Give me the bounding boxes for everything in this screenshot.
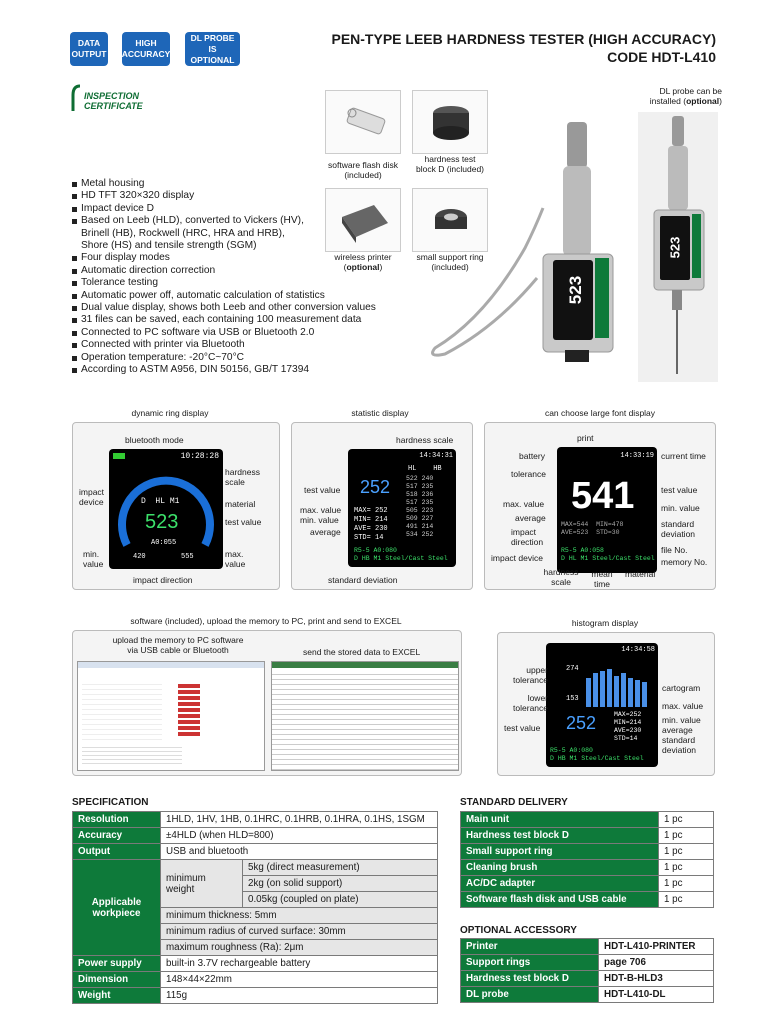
histogram-panel — [497, 632, 715, 776]
label-test-value: test value — [504, 723, 541, 733]
table-row: Hardness test block D HDT-B-HLD3 — [461, 971, 714, 987]
printer-caption: wireless printer (optional) — [334, 252, 392, 272]
label-average: average — [515, 513, 546, 523]
ring-max: 555 — [181, 553, 194, 561]
ring-display-panel — [72, 422, 280, 590]
table-row: Hardness test block D 1 pc — [461, 828, 714, 844]
hist-value: 252 — [566, 713, 597, 733]
panel-title-software: software (included), upload the memory to PC, print and send to EXCEL — [130, 616, 402, 626]
label-battery: battery — [519, 451, 545, 461]
dl-device-image — [638, 112, 718, 382]
stat-screen: 14:34:31 HL HB 252 522 240 517 235 518 236 517 235 505 223 509 227 491 214 534 252 MAX= 252 MIN= 214 AVE= 230 STD= 14 R5-5 A0:080 D HB M1 Steel/Cast Steel — [348, 449, 456, 567]
badge-dl-probe: DL PROBE IS OPTIONAL — [185, 32, 240, 66]
specification-table — [72, 811, 438, 1004]
ring-time: 10:28:28 — [180, 452, 219, 461]
badge-high-accuracy: HIGH ACCURACY — [122, 32, 170, 66]
ring-min: 420 — [133, 553, 146, 561]
table-row: 2kg (on solid support) — [73, 876, 438, 892]
table-row: minimum radius of curved surface: 30mm — [73, 924, 438, 940]
histogram-bar — [586, 678, 591, 707]
hist-bars — [586, 665, 652, 707]
table-row: Output USB and bluetooth — [73, 844, 438, 860]
inspection-certificate-logo — [70, 83, 160, 115]
statistic-display-panel — [291, 422, 473, 590]
stat-value: 252 — [360, 477, 391, 497]
label-file-no: file No. — [661, 545, 688, 555]
label-print: print — [577, 433, 594, 443]
table-row: Weight 115g — [73, 988, 438, 1004]
table-row: Software flash disk and USB cable 1 pc — [461, 892, 714, 908]
label-cartogram: cartogram — [662, 683, 701, 693]
printer-image — [325, 188, 401, 252]
label-standard-deviation: standard deviation — [662, 735, 697, 755]
feature-item: Impact device D — [72, 203, 376, 215]
feature-item-cont: Brinell (HB), Rockwell (HRC, HRA and HRB), — [81, 227, 285, 239]
specification-heading: SPECIFICATION — [72, 797, 149, 808]
upload-label: upload the memory to PC software via USB cable or Bluetooth — [112, 635, 244, 655]
feature-item: Based on Leeb (HLD), converted to Vickers (HV), — [72, 215, 376, 227]
label-impact-direction: impact direction — [511, 527, 544, 547]
delivery-heading: STANDARD DELIVERY — [460, 797, 568, 808]
stat-row: 509 227 — [406, 515, 434, 522]
large-font-panel — [484, 422, 716, 590]
label-max-value: max. value — [503, 499, 545, 509]
ring-value: 523 — [145, 511, 179, 533]
feature-item: Four display modes — [72, 252, 376, 264]
panel-title-ring: dynamic ring display — [131, 408, 209, 418]
bluetooth-mode-label: bluetooth mode — [125, 435, 184, 445]
label-impact-direction: impact direction — [133, 575, 193, 585]
large-screen: 14:33:19 541 MAX=544 MIN=478 AVE=523 STD=30 R5-5 A0:058 D HL M1 Steel/Cast Steel — [557, 447, 657, 573]
feature-item: Dual value display, shows both Leeb and other conversion values — [72, 302, 376, 314]
label-max-value: max. value — [662, 701, 704, 711]
table-row: DL probe HDT-L410-DL — [461, 987, 714, 1003]
panel-title-large: can choose large font display — [544, 408, 656, 418]
table-row: Dimension 148×44×22mm — [73, 972, 438, 988]
label-material: material — [225, 499, 256, 509]
device-reading: 523 — [566, 275, 585, 305]
feature-item: Metal housing — [72, 178, 376, 190]
delivery-table — [460, 811, 714, 908]
label-test-value: test value — [225, 517, 262, 527]
support-ring-caption: small support ring (included) — [416, 252, 484, 272]
large-value: 541 — [571, 475, 635, 517]
label-max-value: max. value — [225, 549, 246, 569]
label-average: average — [310, 527, 341, 537]
histogram-bar — [642, 682, 647, 707]
flash-disk-caption: software flash disk (included) — [328, 160, 398, 180]
label-current-time: current time — [661, 451, 706, 461]
table-row: AC/DC adapter 1 pc — [461, 876, 714, 892]
label-tolerance: tolerance — [511, 469, 546, 479]
label-average: average — [662, 725, 693, 735]
label-impact-device: impact device — [491, 553, 543, 563]
feature-item: Automatic direction correction — [72, 265, 376, 277]
software-panel — [72, 630, 462, 776]
badge-data-output: DATA OUTPUT — [70, 32, 108, 66]
label-hardness-scale: hardness scale — [396, 435, 454, 445]
table-row: Accuracy ±4HLD (when HLD=800) — [73, 828, 438, 844]
table-row: maximum roughness (Ra): 2μm — [73, 940, 438, 956]
label-min-value: min. value — [300, 515, 339, 525]
panel-title-hist: histogram display — [571, 618, 639, 628]
label-impact-device: impact device — [79, 487, 105, 507]
feature-item: Connected to PC software via USB or Bluetooth 2.0 — [72, 327, 376, 339]
label-min-value: min. value — [83, 549, 104, 569]
histogram-bar — [628, 678, 633, 707]
feature-item: Automatic power off, automatic calculation of statistics — [72, 290, 376, 302]
label-test-value: test value — [661, 485, 698, 495]
title-line-1: PEN-TYPE LEEB HARDNESS TESTER (HIGH ACCURACY) — [331, 31, 716, 47]
optional-heading: OPTIONAL ACCESSORY — [460, 925, 577, 936]
feature-item: HD TFT 320×320 display — [72, 190, 376, 202]
software-screenshot — [77, 661, 265, 771]
label-max-value: max. value — [300, 505, 342, 515]
table-row: minimum thickness: 5mm — [73, 908, 438, 924]
table-row: Main unit 1 pc — [461, 812, 714, 828]
histogram-bar — [621, 673, 626, 707]
main-device-image — [425, 118, 615, 368]
optional-table — [460, 938, 714, 1003]
label-min-value: min. value — [662, 715, 701, 725]
stat-row: 518 236 — [406, 491, 434, 498]
table-row: Support rings page 706 — [461, 955, 714, 971]
histogram-bar — [614, 676, 619, 708]
test-block-caption: hardness test block D (included) — [415, 154, 485, 174]
histogram-bar — [593, 673, 598, 707]
stat-row: 517 235 — [406, 499, 434, 506]
excel-screenshot — [271, 661, 459, 771]
table-row: 0.05kg (coupled on plate) — [73, 892, 438, 908]
table-row: Cleaning brush 1 pc — [461, 860, 714, 876]
label-hardness-scale: hardness scale — [543, 567, 579, 587]
certificate-line-1: INSPECTION — [84, 91, 140, 101]
certificate-line-2: CERTIFICATE — [84, 101, 143, 111]
stat-row: 505 223 — [406, 507, 434, 514]
excel-label: send the stored data to EXCEL — [303, 647, 421, 657]
dl-probe-note: DL probe can be installed (optional) — [649, 86, 722, 106]
stat-columns — [406, 475, 433, 539]
feature-item: Operation temperature: -20°C~70°C — [72, 352, 376, 364]
title-line-2: CODE HDT-L410 — [607, 49, 716, 65]
label-lower-tolerance: lower tolerance — [513, 693, 548, 713]
table-row: Resolution 1HLD, 1HV, 1HB, 0.1HRC, 0.1HRB, 0.1HRA, 0.1HS, 1SGM — [73, 812, 438, 828]
stat-row: 534 252 — [406, 531, 434, 538]
label-standard-deviation: standard deviation — [328, 575, 398, 585]
label-test-value: test value — [304, 485, 341, 495]
ring-a0: A0:055 — [151, 539, 177, 547]
histogram-bar — [607, 669, 612, 707]
page-title — [331, 30, 716, 66]
flash-disk-image — [325, 90, 401, 154]
hist-screen: 14:34:58 274 153 252 MAX=252 MIN=214 AVE=230 STD=14 R5-5 A0:080 D HB M1 Steel/Cast Steel — [546, 643, 658, 767]
feature-item: Tolerance testing — [72, 277, 376, 289]
label-upper-tolerance: upper tolerance — [513, 665, 548, 685]
stat-row: 517 235 — [406, 483, 434, 490]
label-hardness-scale: hardness scale — [225, 467, 260, 487]
label-memory-no: memory No. — [661, 557, 708, 567]
histogram-bar — [600, 671, 605, 707]
dl-device-reading: 523 — [667, 236, 683, 259]
stat-row: 491 214 — [406, 523, 434, 530]
feature-item: According to ASTM A956, DIN 50156, GB/T 17394 — [72, 364, 376, 376]
table-row: Applicable workpiece minimum weight 5kg (direct measurement) — [73, 860, 438, 876]
stat-row: 522 240 — [406, 475, 434, 482]
label-min-value: min. value — [661, 503, 700, 513]
label-mean-time: mean time — [591, 569, 613, 589]
table-row: Power supply built-in 3.7V rechargeable battery — [73, 956, 438, 972]
feature-item: Connected with printer via Bluetooth — [72, 339, 376, 351]
ring-gauge-icon — [109, 449, 223, 569]
feature-item-cont: Shore (HS) and tensile strength (SGM) — [81, 240, 257, 252]
label-material: material — [625, 569, 656, 579]
panel-title-stat: statistic display — [351, 408, 409, 418]
ring-screen: 10:28:28 D HL M1 523 A0:055 420 555 — [109, 449, 223, 569]
feature-item: 31 files can be saved, each containing 100 measurement data — [72, 314, 376, 326]
label-standard-deviation: standard deviation — [661, 519, 696, 539]
table-row: Printer HDT-L410-PRINTER — [461, 939, 714, 955]
histogram-bar — [635, 680, 640, 707]
table-row: Small support ring 1 pc — [461, 844, 714, 860]
